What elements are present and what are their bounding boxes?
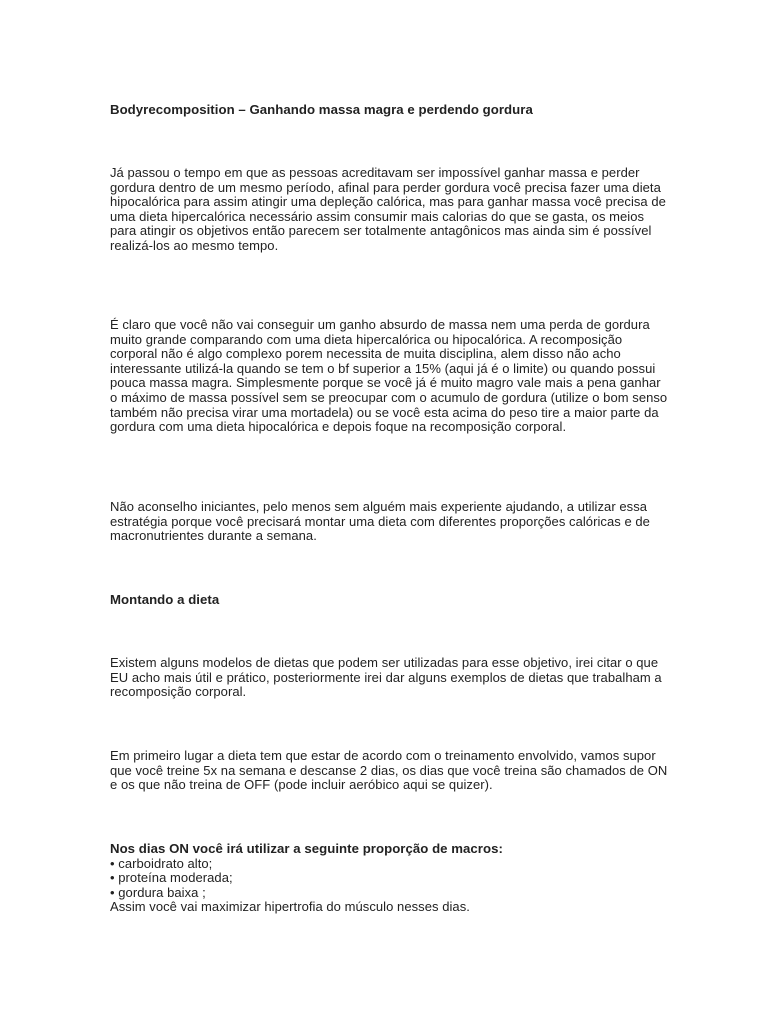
paragraph-training-days: Em primeiro lugar a dieta tem que estar de acordo com o treinamento envolvido, vamos supor que você treine 5x na semana e descanse 2 dias, os dias que você treina são chamados de ON e os que não treina de OFF (pode incluir aeróbico aqui se quizer).	[110, 748, 668, 793]
section-heading-montando-dieta: Montando a dieta	[110, 592, 220, 607]
on-days-macro-list	[110, 857, 670, 901]
paragraph-diet-models: Existem alguns modelos de dietas que podem ser utilizadas para esse objetivo, irei citar o que EU acho mais útil e prático, posteriormente irei dar alguns exemplos de dietas que trabalham a recomposição corporal.	[110, 655, 662, 700]
list-item: • proteína moderada;	[110, 871, 670, 886]
on-days-heading: Nos dias ON você irá utilizar a seguinte proporção de macros:	[110, 841, 503, 856]
list-item: • carboidrato alto;	[110, 857, 670, 872]
on-days-conclusion: Assim você vai maximizar hipertrofia do músculo nesses dias.	[110, 899, 470, 915]
paragraph-beginners-warning: Não aconselho iniciantes, pelo menos sem alguém mais experiente ajudando, a utilizar essa estratégia porque você precisará montar uma dieta com diferentes proporções calóricas e de macronutrientes durante a semana.	[110, 499, 650, 544]
paragraph-intro: Já passou o tempo em que as pessoas acreditavam ser impossível ganhar massa e perder gordura dentro de um mesmo período, afinal para perder gordura você precisa fazer uma dieta hipocalórica para assim atingir uma depleção calórica, mas para ganhar massa você precisa de uma dieta hipercalórica necessário assim consumir mais calorias do que se gasta, os meios para atingir os objetivos então parecem ser totalmente antagônicos mas ainda sim é possível realizá-los ao mesmo tempo.	[110, 165, 666, 253]
paragraph-limitations: É claro que você não vai conseguir um ganho absurdo de massa nem uma perda de gordura muito grande comparando com uma dieta hipercalórica ou hipocalórica. A recomposição corporal não é algo complexo porem necessita de muita disciplina, alem disso não acho interessante utilizá-la quando se tem o bf superior a 15% (aqui já é o limite) ou quando possui pouca massa magra. Simplesmente porque se você já é muito magro vale mais a pena ganhar o máximo de massa possível sem se preocupar com o acumulo de gordura (utilize o bom senso também não precisa virar uma mortadela) ou se você esta acima do peso tire a maior parte da gordura com uma dieta hipocalórica e depois foque na recomposição corporal.	[110, 317, 668, 435]
on-days-block	[110, 842, 670, 915]
document-title: Bodyrecomposition – Ganhando massa magra e perdendo gordura	[110, 102, 533, 117]
list-item: • gordura baixa ;	[110, 886, 670, 901]
